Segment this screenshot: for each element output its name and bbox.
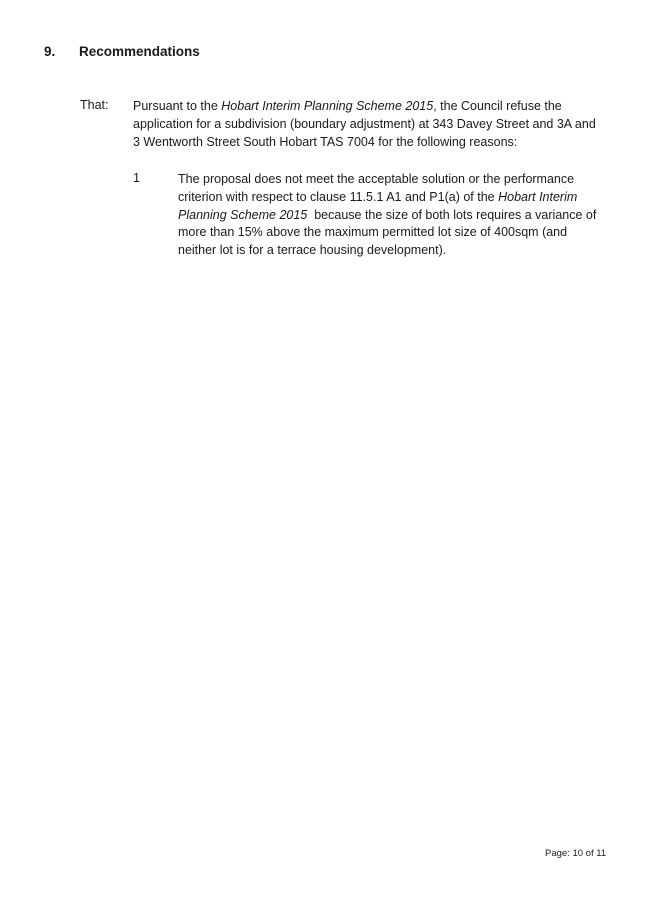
section-heading	[44, 44, 200, 59]
reason-text-end: because the size of both lots requires a variance of more than 15% above the maximum permitted lot size of 400sqm (and neither lot is for a terrace housing development).	[178, 207, 600, 258]
reason-text-start: The proposal does not meet the acceptable solution or the performance criterion with respect to clause 11.5.1 A1 and P1(a) of the	[178, 172, 575, 204]
that-label: That:	[80, 98, 109, 112]
intro-text-end: , the Council refuse the application for a subdivision (boundary adjustment) at 343 Davey Street and 3A and 3 Wentworth Street South Hobart TAS 7004 for the following reasons:	[133, 99, 596, 149]
reason-item	[178, 171, 608, 260]
page-number: Page: 10 of 11	[545, 848, 607, 859]
intro-text-start: Pursuant to the	[133, 99, 222, 113]
section-title: Recommendations	[79, 44, 200, 59]
section-number: 9.	[44, 44, 56, 59]
intro-scheme-name: Hobart Interim Planning Scheme 2015	[221, 99, 434, 113]
recommendation-intro	[133, 98, 603, 151]
reason-scheme-name: Hobart Interim Planning Scheme 2015	[178, 189, 581, 222]
reason-number: 1	[133, 171, 140, 185]
